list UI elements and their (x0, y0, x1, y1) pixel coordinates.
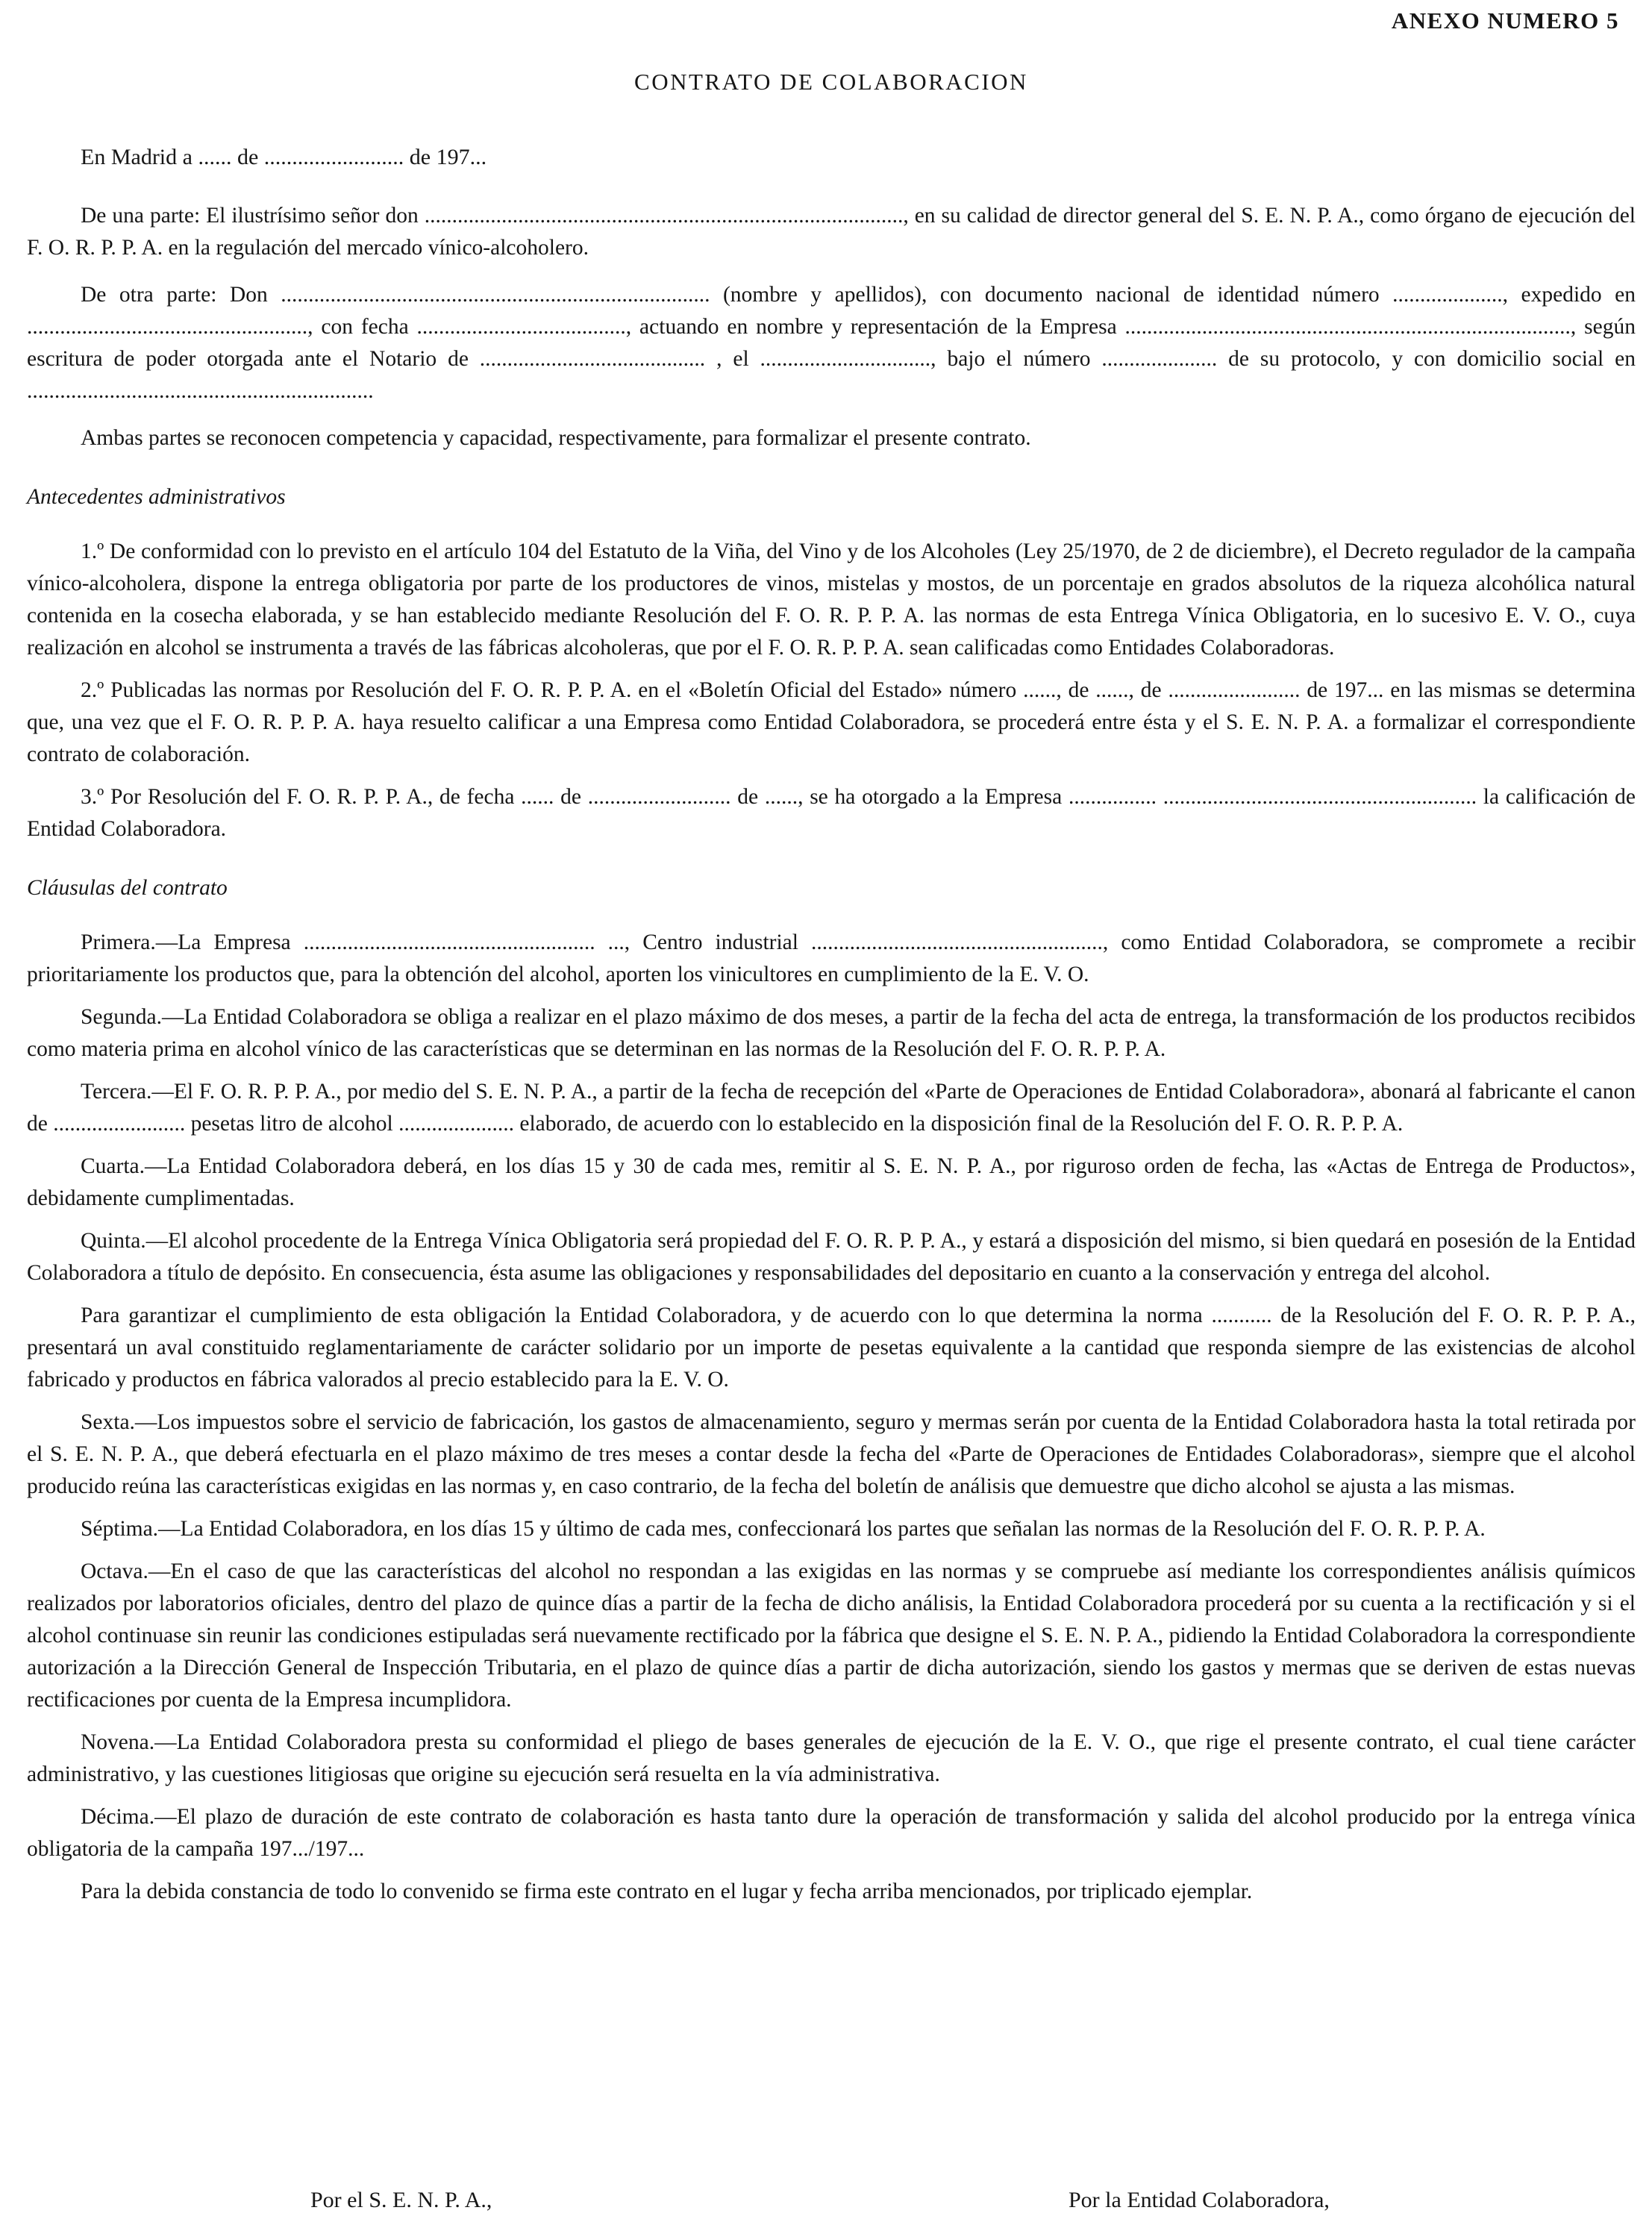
closing-statement: Para la debida constancia de todo lo convenido se firma este contrato en el lugar y fecha arriba mencionados, por triplicado ejemplar. (81, 1880, 1253, 1903)
clausula-primera: Primera.—La Empresa ..................................................... ..., Centro industrial ....................................................., como Entidad Colaboradora, se compromete a recibir prioritariamente los productos que, para la obtención del alcohol, aporten los vinicultores en cumplimiento de la E. V. O. (27, 930, 1636, 986)
clausula-quinta: Quinta.—El alcohol procedente de la Entrega Vínica Obligatoria será propiedad del F. O. R. P. P. A., y estará a disposición del mismo, si bien quedará en posesión de la Entidad Colaboradora a título de depósito. En consecuencia, ésta asume las obligaciones y responsabilidades del depositario en cuanto a la conservación y entrega del alcohol. (27, 1229, 1636, 1285)
antecedente-3: 3.º Por Resolución del F. O. R. P. P. A., de fecha ...... de .......................... de ......, se ha otorgado a la Empresa ................ ......................................................... la calificación de Entidad Colaboradora. (27, 785, 1636, 841)
clausula-novena: Novena.—La Entidad Colaboradora presta su conformidad el pliego de bases generales de ejecución de la E. V. O., que rige el presente contrato, el cual tiene carácter administrativo, y las cuestiones litigiosas que origine su ejecución será resuelta en la vía administrativa. (27, 1730, 1636, 1786)
clausula-cuarta: Cuarta.—La Entidad Colaboradora deberá, en los días 15 y 30 de cada mes, remitir al S. E. N. P. A., por riguroso orden de fecha, las «Actas de Entrega de Productos», debidamente cumplimentadas. (27, 1154, 1636, 1210)
contract-body (27, 200, 1636, 1918)
antecedente-1: 1.º De conformidad con lo previsto en el artículo 104 del Estatuto de la Viña, del Vino y de los Alcoholes (Ley 25/1970, de 2 de diciembre), el Decreto regulador de la campaña vínico-alcoholera, dispone la entrega obligatoria por parte de los productores de vinos, mistelas y mostos, de un porcentaje en grados absolutos de la riqueza alcohólica natural contenida en la cosecha elaborada, y se han establecido mediante Resolución del F. O. R. P. P. A. las normas de esta Entrega Vínica Obligatoria, en lo sucesivo E. V. O., cuya realización en alcohol se instrumenta a través de las fábricas alcoholeras, que por el F. O. R. P. P. A. sean calificadas como Entidades Colaboradoras. (27, 539, 1636, 660)
party-two: De otra parte: Don .............................................................................. (nombre y apellidos), con documento nacional de identidad número ...................., expedido en ..................................................., con fecha ......................................, actuando en nombre y representación de la Empresa ................................................................................., según escritura de poder otorgada ante el Notario de ......................................... , el ..............................., bajo el número ..................... de su protocolo, y con domicilio social en ............................................................... (27, 283, 1636, 403)
date-line: En Madrid a ...... de ......................... de 197... (81, 145, 487, 169)
clausula-segunda: Segunda.—La Entidad Colaboradora se obliga a realizar en el plazo máximo de dos meses, a partir de la fecha del acta de entrega, la transformación de los productos recibidos como materia prima en alcohol vínico de las características que se determinan en las normas de la Resolución del F. O. R. P. P. A. (27, 1005, 1636, 1061)
clausula-octava: Octava.—En el caso de que las características del alcohol no respondan a las exigidas en las normas y se compruebe así mediante los correspondientes análisis químicos realizados por laboratorios oficiales, dentro del plazo de quince días a partir de la fecha de dicho análisis, la Entidad Colaboradora procederá por su cuenta a la rectificación y si el alcohol continuase sin reunir las condiciones estipuladas será nuevamente rectificado por la fábrica que designe el S. E. N. P. A., pidiendo la Entidad Colaboradora la correspondiente autorización a la Dirección General de Inspección Tributaria, en el plazo de quince días a partir de dicha autorización, siendo los gastos y mermas que se deriven de estas nuevas rectificaciones por cuenta de la Empresa incumplidora. (27, 1559, 1636, 1712)
signature-senpa: Por el S. E. N. P. A., (310, 2188, 492, 2212)
clausula-decima: Décima.—El plazo de duración de este contrato de colaboración es hasta tanto dure la operación de transformación y salida del alcohol producido por la entrega vínica obligatoria de la campaña 197.../197... (27, 1805, 1636, 1861)
clausula-tercera: Tercera.—El F. O. R. P. P. A., por medio del S. E. N. P. A., a partir de la fecha de recepción del «Parte de Operaciones de Entidad Colaboradora», abonará al fabricante el canon de ........................ pesetas litro de alcohol ..................... elaborado, de acuerdo con lo establecido en la disposición final de la Resolución del F. O. R. P. P. A. (27, 1080, 1636, 1136)
signature-entidad: Por la Entidad Colaboradora, (1069, 2188, 1330, 2212)
antecedente-2: 2.º Publicadas las normas por Resolución del F. O. R. P. P. A. en el «Boletín Oficial del Estado» número ......, de ......, de ........................ de 197... en las mismas se determina que, una vez que el F. O. R. P. P. A. haya resuelto calificar a una Empresa como Entidad Colaboradora, se procederá entre ésta y el S. E. N. P. A. a formalizar el correspondiente contrato de colaboración. (27, 678, 1636, 766)
party-one: De una parte: El ilustrísimo señor don ......................................................................................., en su calidad de director general del S. E. N. P. A., como órgano de ejecución del F. O. R. P. P. A. en la regulación del mercado vínico-alcoholero. (27, 204, 1636, 260)
annex-number: ANEXO NUMERO 5 (1391, 7, 1619, 34)
document-title: CONTRATO DE COLABORACION (634, 69, 1028, 95)
clausula-quinta-aval: Para garantizar el cumplimiento de esta obligación la Entidad Colaboradora, y de acuerdo con lo que determina la norma ........... de la Resolución del F. O. R. P. P. A., presentará un aval constituido reglamentariamente de carácter solidario por un importe de pesetas equivalente a la cantidad que responda siempre de las existencias de alcohol fabricado y productos en fábrica valorados al precio establecido para la E. V. O. (27, 1304, 1636, 1392)
antecedentes-heading: Antecedentes administrativos (27, 485, 286, 509)
competence-statement: Ambas partes se reconocen competencia y capacidad, respectivamente, para formalizar el presente contrato. (81, 426, 1031, 450)
clausula-septima: Séptima.—La Entidad Colaboradora, en los días 15 y último de cada mes, confeccionará los partes que señalan las normas de la Resolución del F. O. R. P. P. A. (81, 1517, 1486, 1541)
clausulas-heading: Cláusulas del contrato (27, 876, 228, 900)
clausula-sexta: Sexta.—Los impuestos sobre el servicio de fabricación, los gastos de almacenamiento, seguro y mermas serán por cuenta de la Entidad Colaboradora hasta la total retirada por el S. E. N. P. A., que deberá efectuarla en el plazo máximo de tres meses a contar desde la fecha del «Parte de Operaciones de Entidades Colaboradoras», siempre que el alcohol producido reúna las características exigidas en las normas y, en caso contrario, de la fecha del boletín de análisis que demuestre que dicho alcohol se ajusta a las mismas. (27, 1410, 1636, 1498)
